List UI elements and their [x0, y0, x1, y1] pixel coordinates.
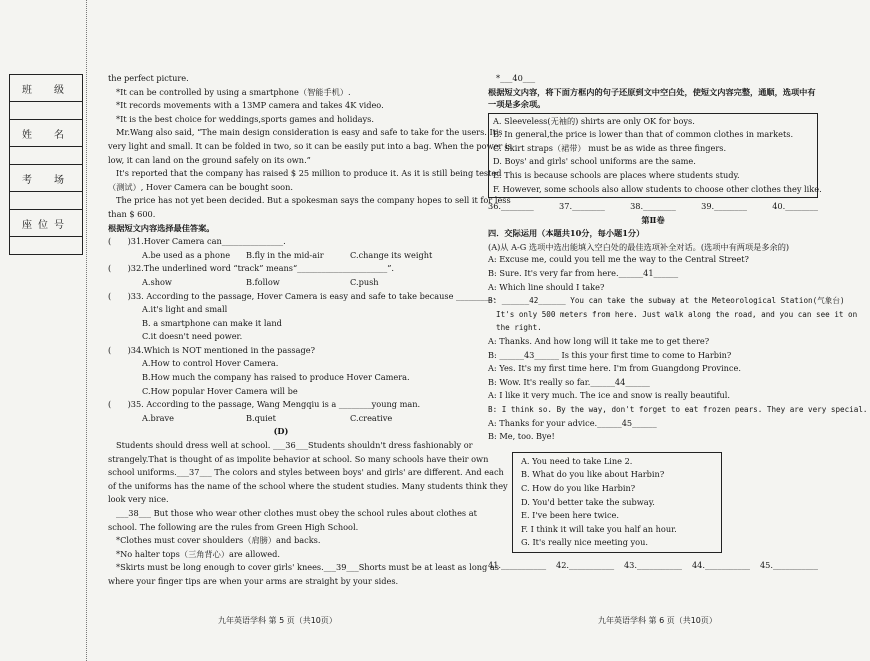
answer-blank[interactable]: 41.___________	[488, 559, 547, 570]
option[interactable]: C.How popular Hover Camera will be	[142, 385, 298, 396]
passage-d-line: Students should dress well at school. ___36___Students shouldn't dress fashionably or	[116, 440, 473, 451]
passage-line: *It is the best choice for weddings,sports games and holidays.	[116, 113, 374, 124]
binding-line	[86, 0, 87, 661]
dialogue-line: B: Wow. It's really so far.______44______	[488, 376, 650, 387]
passage-d-line: school. The following are the rules from Green High School.	[108, 521, 359, 532]
passage-line: than $ 600.	[108, 208, 156, 219]
option[interactable]: C.it doesn't need power.	[142, 331, 243, 342]
option[interactable]: B. a smartphone can make it land	[142, 317, 282, 328]
answer-blank[interactable]: 45.___________	[759, 559, 818, 570]
passage-d-line: *Clothes must cover shoulders（肩膀）and backs.	[116, 535, 321, 546]
question-34: ( )34.Which is NOT mentioned in the passage?	[108, 344, 315, 355]
blank-40-line: *___40___	[496, 73, 536, 83]
dialogue-option: G. It's really nice meeting you.	[521, 537, 648, 548]
option[interactable]: B.fly in the mid-air	[246, 249, 324, 260]
name-label: 姓 名	[10, 120, 82, 147]
option[interactable]: C.push	[350, 276, 379, 287]
passage-d-line: of the uniforms has the name of the school where the student studies. Many students think they	[108, 480, 508, 491]
seat-number-label: 座位号	[10, 210, 82, 237]
answer-blank[interactable]: 42.___________	[555, 559, 615, 570]
question-35-options	[108, 412, 454, 426]
dialogue-line: the right.	[496, 323, 542, 333]
answer-blank[interactable]: 36.________	[488, 201, 534, 212]
dialogue-line: B: ______43______ Is this your first time to come to Harbin?	[488, 349, 732, 360]
question-32-options	[108, 276, 454, 290]
question-31: ( )31.Hover Camera can_______________.	[108, 236, 286, 247]
option[interactable]: A.be used as a phone	[142, 249, 231, 260]
page-6-column	[488, 72, 868, 573]
passage-d-line: look very nice.	[108, 494, 169, 505]
page-5-footer: 九年英语学科 第 5 页（共10页）	[218, 616, 337, 625]
dialogue-line: A: Which line should I take?	[488, 281, 605, 292]
option[interactable]: C.change its weight	[350, 249, 433, 260]
answer-blanks-41-45	[488, 559, 818, 573]
passage-d-line: strangely.That is thought of as impolite behavior at school. So many schools have their own	[108, 453, 489, 464]
passage-d-line: where your finger tips are when your arms are straight by your sides.	[108, 575, 399, 586]
dialogue-line: A: Thanks for your advice.______45______	[488, 417, 657, 428]
passage-line: very light and small. It can be folded in two, so it can be easily put into a bag. When the power is	[108, 140, 512, 151]
box-option: B. In general,the price is lower than that of common clothes in markets.	[493, 129, 794, 140]
passage-line: It's reported that the company has raised $ 25 million to produce it. As it is still being tested	[116, 168, 502, 179]
passage-line: The price has not yet been decided. But a spokesman says the company hopes to sell it for less	[116, 195, 511, 206]
exam-room-label: 考 场	[10, 165, 82, 192]
name-field[interactable]	[10, 147, 82, 165]
dialogue-options-box	[512, 452, 722, 553]
section-four-instruction: (A)从 A-G 选项中选出能填入空白处的最佳选项补全对话。(选项中有两项是多余的)	[488, 241, 790, 252]
dialogue-line: A: I like it very much. The ice and snow is really beautiful.	[488, 390, 731, 401]
option[interactable]: B.follow	[246, 276, 280, 287]
option[interactable]: B.How much the company has raised to produce Hover Camera.	[142, 372, 410, 383]
question-33: ( )33. According to the passage, Hover Camera is easy and safe to take because _________.	[108, 290, 496, 301]
passage-line: *It can be controlled by using a smartphone（智能手机）.	[116, 86, 351, 97]
options-box	[488, 113, 822, 199]
question-35: ( )35. According to the passage, Wang Mengqiu is a ________young man.	[108, 399, 421, 410]
dialogue-line: B: Sure. It's very far from here.______41______	[488, 268, 679, 279]
option[interactable]: A.brave	[142, 412, 175, 423]
student-info-table	[9, 74, 83, 255]
answer-blank[interactable]: 37.________	[559, 201, 605, 212]
passage-d-line: school uniforms.___37___ The colors and styles between boys' and girls' are different. And each	[108, 467, 504, 478]
dialogue-line: B: Me, too. Bye!	[488, 431, 555, 442]
dialogue-option: C. How do you like Harbin?	[521, 482, 636, 493]
section-instruction: 根据短文内容，将下面方框内的句子还原到文中空白处，使短文内容完整，通顺，选项中有一项是多余项。	[488, 86, 816, 110]
dialogue-option: F. I think it will take you half an hour.	[521, 523, 677, 534]
dialogue-option: D. You'd better take the subway.	[521, 496, 655, 507]
option[interactable]: A.How to control Hover Camera.	[142, 358, 279, 369]
answer-blank[interactable]: 38.________	[630, 201, 676, 212]
dialogue-line: A: Thanks. And how long will it take me to get there?	[488, 336, 710, 346]
passage-line: （测试）, Hover Camera can be bought soon.	[108, 181, 293, 192]
part-d-heading: (D)	[273, 426, 289, 437]
dialogue-line: B: ______42______ You can take the subway at the Meteorological Station(气象台)	[488, 296, 845, 306]
answer-blanks-36-40	[488, 200, 818, 214]
passage-line: low, it can land on the ground safely on its own.”	[108, 154, 311, 165]
box-option: A. Sleeveless(无袖的) shirts are only OK for boys.	[493, 115, 695, 126]
option[interactable]: A.show	[142, 276, 172, 287]
option[interactable]: B.quiet	[246, 412, 276, 423]
dialogue-option: E. I've been here twice.	[521, 510, 619, 521]
box-option: D. Boys' and girls' school uniforms are the same.	[493, 156, 696, 167]
answer-blank[interactable]: 43.___________	[623, 559, 683, 570]
dialogue-line: A: Yes. It's my first time here. I'm from Guangdong Province.	[488, 363, 741, 374]
passage-d-line: *No halter tops（三角背心）are allowed.	[116, 548, 280, 559]
box-option: C. Skirt straps（裙带） must be as wide as three fingers.	[493, 142, 727, 153]
class-label: 班 级	[10, 75, 82, 102]
page-6-footer: 九年英语学科 第 6 页（共10页）	[598, 616, 717, 625]
question-32: ( )32.The underlined word “track” means“______________________”.	[108, 263, 395, 274]
answer-blank[interactable]: 40.________	[772, 201, 818, 212]
passage-line: Mr.Wang also said, “The main design consideration is easy and safe to take for the users. It's	[116, 127, 503, 138]
passage-d-line: *Skirts must be long enough to cover girls' knees.___39___Shorts must be at least as long as	[116, 562, 499, 573]
exam-room-field[interactable]	[10, 192, 82, 210]
section-title: 根据短文内容选择最佳答案。	[108, 222, 215, 233]
dialogue-line: It's only 500 meters from here. Just walk along the road, and you can see it on	[496, 309, 858, 319]
page-5-column	[108, 72, 512, 589]
dialogue-option: A. You need to take Line 2.	[521, 455, 633, 466]
part-ii-title: 第Ⅱ卷	[641, 214, 665, 225]
box-option: F. However, some schools also allow students to choose other clothes they like.	[493, 183, 822, 194]
option[interactable]: A.it's light and small	[142, 304, 228, 315]
dialogue-line: B: I think so. By the way, don't forget to eat frozen pears. They are very special.	[488, 404, 868, 414]
dialogue-line: A: Excuse me, could you tell me the way to the Central Street?	[488, 254, 749, 265]
option[interactable]: C.creative	[350, 412, 393, 423]
passage-line: the perfect picture.	[108, 73, 189, 83]
dialogue-option: B. What do you like about Harbin?	[521, 469, 665, 480]
answer-blank[interactable]: 39.________	[701, 201, 747, 212]
section-four-title: 四．交际运用（本题共10分，每小题1分）	[488, 228, 645, 239]
question-31-options	[108, 249, 454, 263]
seat-number-field[interactable]	[10, 237, 82, 254]
passage-line: *It records movements with a 13MP camera and takes 4K video.	[116, 100, 384, 111]
answer-blank[interactable]: 44.___________	[691, 559, 751, 570]
passage-d-line: ___38___ But those who wear other clothes must obey the school rules about clothes at	[116, 508, 477, 518]
class-field[interactable]	[10, 102, 82, 120]
box-option: E. This is because schools are places where students study.	[493, 169, 740, 180]
